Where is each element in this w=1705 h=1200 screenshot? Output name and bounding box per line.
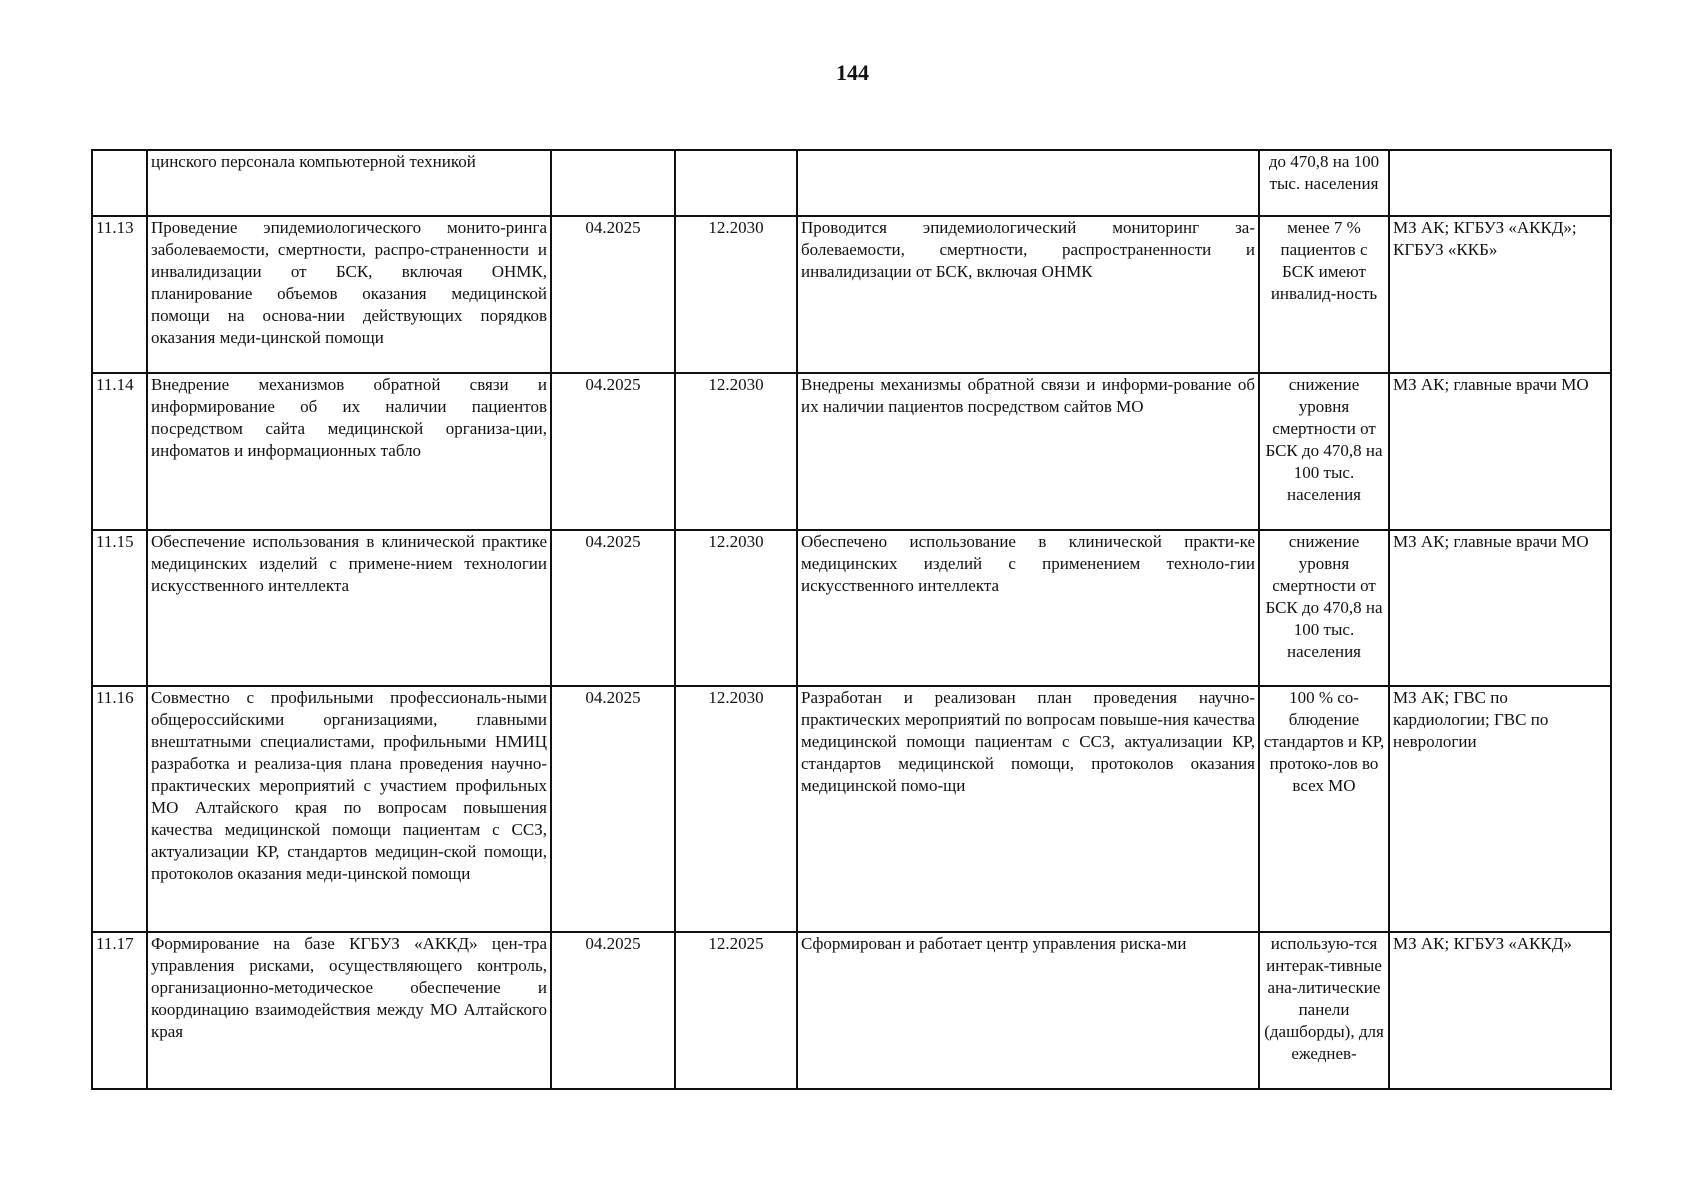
table-row bbox=[92, 932, 1611, 1089]
responsible-cell: МЗ АК; главные врачи МО bbox=[1389, 530, 1611, 686]
table-row bbox=[92, 686, 1611, 932]
measures-table bbox=[91, 149, 1612, 1090]
indicator-cell: использую-тся интерак-тивные ана-литические панели (дашборды), для ежеднев- bbox=[1259, 932, 1389, 1089]
indicator-cell: менее 7 % пациентов с БСК имеют инвалид-ность bbox=[1259, 216, 1389, 373]
row-number: 11.16 bbox=[92, 686, 147, 932]
table-row bbox=[92, 150, 1611, 216]
start-date-cell: 04.2025 bbox=[551, 932, 675, 1089]
table-row bbox=[92, 373, 1611, 530]
event-cell: цинского персонала компьютерной техникой bbox=[147, 150, 551, 216]
result-cell: Сформирован и работает центр управления риска-ми bbox=[797, 932, 1259, 1089]
row-number: 11.13 bbox=[92, 216, 147, 373]
end-date-cell: 12.2030 bbox=[675, 530, 797, 686]
row-number: 11.14 bbox=[92, 373, 147, 530]
end-date-cell: 12.2030 bbox=[675, 686, 797, 932]
responsible-cell: МЗ АК; главные врачи МО bbox=[1389, 373, 1611, 530]
indicator-cell: до 470,8 на 100 тыс. населения bbox=[1259, 150, 1389, 216]
result-cell: Обеспечено использование в клинической практи-ке медицинских изделий с применением техноло-гии искусственного интеллекта bbox=[797, 530, 1259, 686]
responsible-cell: МЗ АК; КГБУЗ «АККД» bbox=[1389, 932, 1611, 1089]
start-date-cell: 04.2025 bbox=[551, 530, 675, 686]
indicator-cell: снижение уровня смертности от БСК до 470,8 на 100 тыс. населения bbox=[1259, 530, 1389, 686]
responsible-cell: МЗ АК; ГВС по кардиологии; ГВС по неврологии bbox=[1389, 686, 1611, 932]
result-cell bbox=[797, 150, 1259, 216]
start-date-cell: 04.2025 bbox=[551, 686, 675, 932]
start-date-cell: 04.2025 bbox=[551, 216, 675, 373]
indicator-cell: 100 % со-блюдение стандартов и КР, протоко-лов во всех МО bbox=[1259, 686, 1389, 932]
event-cell: Формирование на базе КГБУЗ «АККД» цен-тра управления рисками, осуществляющего контроль, организационно-методическое обеспечение и координацию взаимодействия между МО Алтайского края bbox=[147, 932, 551, 1089]
row-number: 11.15 bbox=[92, 530, 147, 686]
indicator-cell: снижение уровня смертности от БСК до 470,8 на 100 тыс. населения bbox=[1259, 373, 1389, 530]
event-cell: Совместно с профильными профессиональ-ными общероссийскими организациями, главными внештатными специалистами, профильными НМИЦ разработка и реализа-ция плана проведения научно-практических мероприятий с участием профильных МО Алтайского края по вопросам повышения качества медицинской помощи пациентам с ССЗ, актуализации КР, стандартов медицин-ской помощи, протоколов оказания меди-цинской помощи bbox=[147, 686, 551, 932]
event-cell: Обеспечение использования в клинической практике медицинских изделий с примене-нием технологии искусственного интеллекта bbox=[147, 530, 551, 686]
responsible-cell bbox=[1389, 150, 1611, 216]
start-date-cell bbox=[551, 150, 675, 216]
end-date-cell bbox=[675, 150, 797, 216]
row-number: 11.17 bbox=[92, 932, 147, 1089]
result-cell: Разработан и реализован план проведения научно-практических мероприятий по вопросам повыше-ния качества медицинской помощи пациентам с ССЗ, актуализации КР, стандартов медицинской помощи, протоколов оказания медицинской помо-щи bbox=[797, 686, 1259, 932]
event-cell: Внедрение механизмов обратной связи и информирование об их наличии пациентов посредством сайта медицинской организа-ции, инфоматов и информационных табло bbox=[147, 373, 551, 530]
table-row bbox=[92, 530, 1611, 686]
end-date-cell: 12.2030 bbox=[675, 373, 797, 530]
table-row bbox=[92, 216, 1611, 373]
result-cell: Проводится эпидемиологический мониторинг за-болеваемости, смертности, распространенности и инвалидизации от БСК, включая ОНМК bbox=[797, 216, 1259, 373]
page-number: 144 bbox=[836, 60, 869, 85]
event-cell: Проведение эпидемиологического монито-ринга заболеваемости, смертности, распро-страненности и инвалидизации от БСК, включая ОНМК, планирование объемов оказания медицинской помощи на основа-нии действующих порядков оказания меди-цинской помощи bbox=[147, 216, 551, 373]
end-date-cell: 12.2025 bbox=[675, 932, 797, 1089]
start-date-cell: 04.2025 bbox=[551, 373, 675, 530]
responsible-cell: МЗ АК; КГБУЗ «АККД»; КГБУЗ «ККБ» bbox=[1389, 216, 1611, 373]
end-date-cell: 12.2030 bbox=[675, 216, 797, 373]
row-number bbox=[92, 150, 147, 216]
result-cell: Внедрены механизмы обратной связи и информи-рование об их наличии пациентов посредством сайтов МО bbox=[797, 373, 1259, 530]
